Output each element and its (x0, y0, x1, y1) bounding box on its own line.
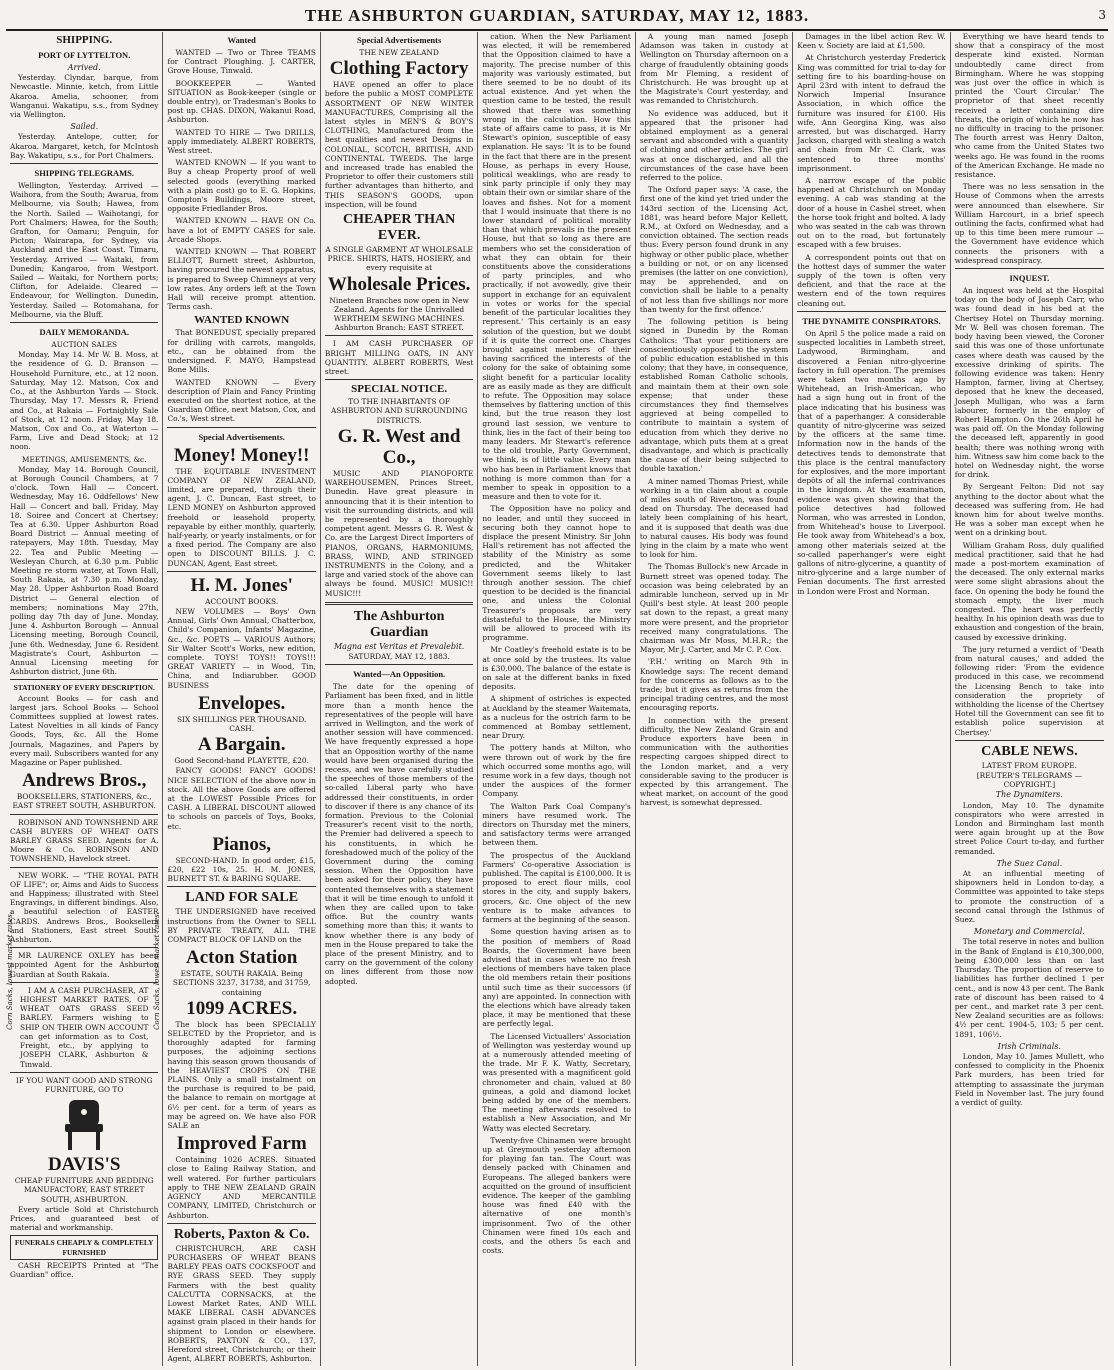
envelopes-text: SIX SHILLINGS PER THOUSAND. CASH. (176, 714, 307, 733)
cable-news-heading: CABLE NEWS. (981, 743, 1078, 759)
news-item-victuallers: The Licensed Victuallers' Association of Wellington was yesterday wound up at a numerously attended meeting of the trade. Mr F. K. Watty, Secretary, was presented with a magnificent gold chronometer and chain, valued at 80 guineas, a gold and diamond locket being added by one of the members. The meeting afterwards resolved to establish a New Association, and Mr Watty was elected Secretary. (482, 1031, 631, 1133)
dynamite-heading: THE DYNAMITE CONSPIRATORS. (802, 315, 941, 326)
davis-heading: DAVIS'S (47, 1154, 121, 1176)
news-item-king: At Christchurch yesterday Frederick King was committed for trial to-day for setting fire to his boarding-house on April 23rd with intent to defraud the Norwich Imperial Insurance Association, in which office the furniture was insured for £100. His wife, Ann Georgina King, was also arrested, but was discharged. Harry Jackson, charged with stealing a watch and chain from Mr C. Clark, was sentenced to three months' imprisonment. (797, 53, 946, 173)
special-notice-heading: SPECIAL NOTICE. (351, 383, 448, 396)
jones-sub: ACCOUNT BOOKS. (205, 596, 279, 606)
news-item-escape: A narrow escape of the public happened at Christchurch on Monday evening. A cab was standing at the door of a house in Cashel street, when the horse took fright and bolted. A lady who was seated in the cab was thrown out on to the road, but fortunately escaped with a few bruises. (797, 176, 946, 250)
wholesale-text: Nineteen Branches now open in New Zealand. Agents for the Unrivalled WERTHEIM SEWING MACHINES. Ashburton Branch: EAST STREET. (329, 295, 469, 333)
land-heading: LAND FOR SALE (185, 890, 299, 906)
meetings-text: Monday, May 14. Borough Council, at Borough Council Chambers, at 7 o'clock. Town Hall — Concert. Wednesday, May 16. Oddfellows' New Hall — Concert and ball. Friday, May 18. Soiree and Concert at Chertsey; Tea at 6.30. Upper Ashburton Road Board District — Annual meeting of ratepayers, May 18th. Tuesday, May 22. Tea and Public Meeting — Wesleyan Church, at 6.30 p.m. Public Meeting re storm water, at Town Hall, South Rakaia, at 7.30 p.m. Monday, May 28. Upper Ashburton Road Board District — General election of members; nominations May 27th, polling day 7th day of June. Monday, June 4. Ashburton Borough — Annual Licensing meeting, Borough Council, June 6th. Wednesday, June 6. Resident Magistrate's Court, Ashburton — Annual Licensing meeting for Ashburton district, June 6th. (10, 464, 159, 677)
column-7 (951, 32, 1108, 1366)
news-item-road-boards: Some question having arisen as to the position of members of Road Boards, the Government have been advised that in cases where no fresh elections of members have taken place the old members retain their positions until such time as their successors (if any) are appointed. In connection with the elections which have already taken place, it may be mentioned that these are perfectly legal. (482, 927, 631, 1029)
bargain-text: Good Second-hand PLAYETTE, £20. (174, 756, 309, 766)
column-5 (636, 32, 793, 1366)
new-work-ad: NEW WORK. — "THE ROYAL PATH OF LIFE"; or, Aims and Aids to Success and Happiness; illustrated with Steel Engravings, in different bindings. Also, a beautiful selection of EASTER CARDS. Andrews Bros., Booksellers and Stationers, East street South, Ashburton. (10, 870, 159, 945)
special-ads-heading: Special Advertisements. (198, 431, 285, 442)
wanted-ad-3: WANTED TO HIRE — Two DRILLS, apply immediately. ALBERT ROBERTS, West street. (167, 127, 316, 156)
editorial-heading: Wanted—An Opposition. (353, 669, 446, 680)
column-4 (478, 32, 635, 1366)
irish-text: London, May 10. James Mullett, who confessed to complicity in the Phoenix Park murders, has been tried for attempting to assassinate the juryman Field in November last. The jury found a verdict of guilty. (954, 1051, 1105, 1107)
dynamiters-heading: The Dynamiters. (995, 790, 1063, 800)
davis-note: Every article Sold at Christchurch Prices, and guaranteed best of material and workmanship. (10, 1204, 159, 1233)
wanted-ad-2: BOOKKEEPER — Wanted SITUATION as Book-keeper (single or double entry), or Tradesman's Books to post up. CHAS. DIXON, Wakanui Road, Ashburton. (167, 78, 316, 125)
improved-farm-heading: Improved Farm (176, 1133, 307, 1155)
wanted-heading: Wanted (227, 35, 256, 45)
cash-receipts-ad: CASH RECEIPTS Printed at "The Guardian" office. (10, 1260, 159, 1279)
inquest-ross: William Graham Ross, duly qualified medical practitioner, said that he had made a post-mortem examination of the deceased. The only external marks were some slight abrasions about the face. On opening the body he found the stomach empty, the liver much congested. The heart was perfectly healthy. In his opinion death was due to exhaustion and congestion of the brain, caused by excessive drinking. (954, 540, 1105, 642)
masthead-title: THE ASHBURTON GUARDIAN, SATURDAY, MAY 12, 1883. (304, 6, 810, 25)
editorial-text: The date for the opening of Parliament has been fixed, and in little more than a month hence the representatives of the people will have arrived in Wellington, and the work of another session will have commenced. We have frequently expressed a hope that an Opposition worthy of the name would have been organised during the recess, and we have carefully studied the speeches of those members of the so-called Liberal party who have addressed their constituents, in order to discover if there is any chance of its formation. Previous to the Colonial Treasurer's recent visit to the north, the Premier had delivered a speech to his constituents, in which he foreshadowed much of the policy of the Government during the coming session. When the Opposition have been asked for their policy, they have contented themselves with a statement that it will be time enough to unfold it when they are called upon to take office. But the country wants something more than this; it wants to know whether there is any body of men in the House prepared to take the place of the present Ministry, and to carry on the government of the colony on lines different from those now adopted. (324, 682, 474, 986)
news-item-miner: A miner named Thomas Priest, while working in a tin claim about a couple of miles south of Riverton, was found dead on Thursday. The deceased had lately been complaining of his heart, and it is supposed that death was due to natural causes. His body was found lying in the claim by a mate who went to look for him. (639, 476, 789, 560)
west-heading: G. R. West and Co., (337, 425, 461, 468)
roberts-text: CHRISTCHURCH, ARE CASH PURCHASERS OF WHEAT BEANS BARLEY PEAS OATS COCKSFOOT and RYE GRASS SEED. They supply Farmers with the best quality CALCUTTA CORNSACKS, at the Lowest Market Rates, AND WILL MAKE LIBERAL CASH ADVANCES against grain placed in their hands for shipment to London or elsewhere. ROBERTS, PAXTON & CO., 137, Hereford street, Christchurch; or their Agent, ALBERT ROBERTS, Ashburton. (167, 1243, 316, 1364)
column-6 (793, 32, 950, 1366)
monetary-text: The total reserve in notes and bullion in the Bank of England is £10,300,000, being £300,000 less than on last Thursday. The proportion of reserve to liabilities has further declined 1 per cent., and is now 43 per cent. The Bank rate of discount has been raised to 4 per cent., and market rate 3 per cent. New Zealand securities are as follows: 4½ per cent. 1904-5, 103; 5 per cent. 1891, 106½. (954, 937, 1105, 1039)
news-item-coal: The Walton Park Coal Company's miners have resumed work. The directors on Thursday met the miners, and satisfactory terms were arranged between them. (482, 801, 631, 848)
sailed-heading: Sailed. (70, 122, 99, 132)
nz-heading: THE NEW ZEALAND (359, 48, 439, 57)
port-heading: PORT OF LYTTELTON. (38, 50, 131, 60)
jones-heading: H. M. Jones' (190, 574, 293, 596)
news-item-arcade: The Thomas Bullock's new Arcade in Burnett street was opened today. The occasion was being celebrated by an admirable luncheon, served up in Mr Quill's best style. At least 200 people sat down to the repast, a great many more were present, and the proprietor received many congratulations. The chairman was Mr Moss, M.H.R.; the Mayor, Mr J. Carter, and Mr C. P. Cox. (639, 562, 789, 655)
oxley-ad: MR LAURENCE OXLEY has been appointed Agent for the Ashburton Guardian at South Rakaia. (10, 951, 159, 979)
money-text: THE EQUITABLE INVESTMENT COMPANY OF NEW ZEALAND, limited, are prepared, through their agent, J. C. Duncan, East street, to LEND MONEY on Ashburton approved freehold or leasehold property, repayable by either monthly, quarterly, half-yearly, or yearly instalments, or for a fixed period. The Company are also open to DISCOUNT BILLS. J. C. DUNCAN, Agent, East street. (167, 466, 316, 568)
wanted-ad-6: WANTED KNOWN — That ROBERT ELLIOTT, Burnett street, Ashburton, having procured the newest apparatus, is prepared to Sweep Chimneys at very low rates. Any orders left at the Town Hall will receive prompt attention. Terms cash. (167, 247, 316, 312)
page-number: 3 (1098, 8, 1106, 22)
meetings-heading: MEETINGS, AMUSEMENTS, &c. (21, 454, 147, 464)
wanted-ad-4: WANTED KNOWN — If you want to Buy a cheap Property proof of well selected goods (everything marked with a plain cost) go to E. G. Hopkins, Compton's Buildings, Moore street, opposite Friedlander Bros. (167, 158, 316, 214)
fancy-goods-text: FANCY GOODS! FANCY GOODS! NICE SELECTION of the above now in stock. All the above Goods are offered at the LOWEST Possible Prices for CASH. A LIBERAL DISCOUNT allowed to schools on parcels of Toys, Books, etc. (167, 766, 316, 831)
cable-news-sub: LATEST FROM EUROPE. (981, 760, 1077, 770)
news-item-grain: In connection with the present difficulty, the New Zealand Grain and Produce exporters have been in communication with the authorities respecting cargoes shipped direct to the London market, and a very considerable saving to the producer is expected by this arrangement. The wheat market, on account of the good harvest, is somewhat depressed. (639, 715, 789, 808)
editorial-conclusion: The Opposition have no policy and no leader, and until they succeed in securing both they cannot hope to displace the present Ministry. Sir John Hall's retirement has not affected the stability of the Ministry as some predicted, and the Whitaker Government seems likely to last through another session. The chief question to be decided is the financial one, and unless the Colonial Treasurer's proposals are very distasteful to the House, the Ministry will be allowed to proceed with its programme. (482, 504, 631, 643)
roberts-heading: Roberts, Paxton & Co. (173, 1226, 310, 1242)
inquest-text: An inquest was held at the Hospital today on the body of Joseph Carr, who was found dead in his bed at the Chertsey Hotel on Thursday morning. Mr W. Bell was chosen foreman. The body having been viewed, the Coroner said this was one of those unfortunate cases where death was caused by the excessive drinking of spirits. The following evidence was taken: Henry Hampton, farmer, living at Chertsey, deposed that he knew the deceased, Joseph Mulligan, who was a farm labourer, formerly in the employ of Robert Hampton. On the 26th April he was paid off. On the Monday following the deceased left, apparently in good health; there was nothing wrong with him. Witness saw him come back to the hotel on Wednesday night, the worse for drink. (954, 286, 1105, 480)
improved-farm-text: Containing 1026 ACRES. Situated close to Ealing Railway Station, and well watered. For further particulars apply to THE NEW ZEALAND GRAIN AGENCY AND MERCANTILE COMPANY, LIMITED, Christchurch or Ashburton. (167, 1155, 316, 1220)
oats-ad: I AM CASH PURCHASER OF BRIGHT MILLING OATS, IN ANY QUANTITY. ALBERT ROBERTS, West street. (324, 339, 474, 377)
news-item-pottery: The pottery hands at Milton, who were thrown out of work by the fire which occurred some months ago, will resume work in a few days, though not under the auspices of the former Company. (482, 743, 631, 799)
memoranda-sub: AUCTION SALES (51, 340, 118, 350)
suez-heading: The Suez Canal. (996, 858, 1063, 868)
telegrams-text: Wellington, Yesterday. Arrived — Waihora, from the South; Awarua, from Melbourne, via South; Hawea, from the North. Sailed — Waihotangi, for Port Chalmers; Hawea, for the South; Grafton, for Oamaru; Penguin, for Picton; Wairarapa, for Sydney, via Auckland and the East Coast. Timaru, Yesterday. Arrived — Waitaki, from Dunedin; Kangaroo, from Westport. Sailed — Waitaki, for Northern ports; Clifton, for Adelaide. Cleared — Endeavour, for Wellington. Dunedin, Yesterday. Sailed — Rotomahana, for Melbourne, via the Bluff. (10, 181, 159, 319)
arrived-heading: Arrived. (67, 63, 101, 72)
davis-text: CHEAP FURNITURE AND BEDDING MANUFACTORY, EAST STREET SOUTH, ASHBURTON. (14, 1176, 154, 1204)
land-text: THE UNDERSIGNED have received instructions from the Owner to SELL BY PRIVATE TREATY, ALL THE COMPACT BLOCK OF LAND on the (167, 907, 316, 945)
suez-text: At an influential meeting of shipowners held in London to-day, a Committee was appointed to take steps to promote the construction of a second canal through the Isthmus of Suez. (954, 869, 1105, 925)
acres-heading: 1099 ACRES. (186, 997, 298, 1019)
column-2 (163, 32, 320, 1366)
envelopes-heading: Envelopes. (198, 692, 286, 714)
news-item-ostriches: A shipment of ostriches is expected at Auckland by the steamer Waitemata, as a nucleus for the ostrich farm to be commenced at Bombay settlement, near Drury. (482, 694, 631, 741)
wanted-ad-5: WANTED KNOWN — HAVE ON Co. have a lot of EMPTY CASES for sale. Arcade Shops. (167, 216, 316, 244)
dynamite-continued: Everything we have heard tends to show that a conspiracy of the most desperate kind existed. Norman undoubtedly came direct from Birmingham. Where he was stopping was just over the office in which is printed the 'Court Circular.' The proprietor of that sheet recently received a letter containing dire threats, the origin of which he now has no difficulty in tracing to the prisoner. The fourth arrest was Henry Dalton, who came from the United States two weeks ago. He was found in the rooms of the American Exchange. He made no resistance. (954, 32, 1105, 180)
news-item-water: A correspondent points out that on the hottest days of summer the water supply of the town is often very deficient, and that the race at the western end of the town requires cleaning out. (797, 252, 946, 308)
cable-news-credit: [REUTER'S TELEGRAMS — COPYRIGHT.] (976, 771, 1082, 790)
news-item-libel: Damages in the libel action Rev. W. Keen v. Society are laid at £1,500. (797, 32, 946, 51)
davis-intro: IF YOU WANT GOOD AND STRONG FURNITURE, GO TO (15, 1075, 153, 1094)
jones-text: NEW VOLUMES — Boys' Own Annual, Girls' Own Annual, Chatterbox, Child's Companion, Infants' Magazine, &c., &c. POETS — VARIOUS Authors; Sir Walter Scott's Works, new edition, complete. TOYS! TOYS!! TOYS!!! GREAT VARIETY — in Wood, Tin, China, and Indiarubber. GOOD BUSINESS (167, 606, 316, 690)
stationery-heading: STATIONERY OF EVERY DESCRIPTION. (13, 683, 155, 693)
news-item-oxford: The Oxford paper says: 'A case, the first one of the kind yet tried under the 143rd section of the Licensing Act, 1881, was heard before Major Kellett, R.M., at Oxford on Wednesday, and a conviction obtained. The section reads thus: Every person found drunk in any highway or other public place, whether a building or not, or on any licensed premises (the latter on one conviction), may be apprehended, and on conviction shall be liable to a penalty of not less than five shillings nor more than twenty for the first offence.' (639, 185, 789, 314)
inquest-verdict: The jury returned a verdict of 'Death from natural causes,' and added the following rider: 'From the evidence produced in this case, we recommend the Licensing Bench to take into consideration the propriety of withholding the license of the Chertsey Hotel till the Government can see fit to establish police supervision at Chertsey.' (954, 644, 1105, 737)
acton-heading: Acton Station (185, 947, 298, 969)
telegrams-heading: SHIPPING TELEGRAMS. (34, 168, 134, 179)
dynamiters-text: London, May 10. The dynamite conspirators who were arrested in London and Birmingham last month were again brought up at the Bow street Police Court to-day, and further remanded. (954, 800, 1105, 856)
side-label-right: Corn Sacks, lowest market rates. (153, 912, 162, 1030)
shipping-heading: SHIPPING. (56, 34, 113, 46)
monetary-heading: Monetary and Commercial. (973, 927, 1085, 937)
cash-purchaser-ad: I AM A CASH PURCHASER, AT HIGHEST MARKET RATES, OF WHEAT OATS GRASS SEED BARLEY. Farmers wishing to SHIP ON THEIR OWN ACCOUNT can get information as to Cost, Freight, etc., by applying to JOSEPH CLARK, Ashburton & Tinwald. (20, 985, 149, 1069)
masthead (6, 4, 1108, 31)
andrews-sub: BOOKSELLERS, STATIONERS, &c., EAST STREET SOUTH, ASHBURTON. (12, 792, 156, 811)
paper-motto: Magna est Veritas et Prevalebit. (333, 641, 465, 651)
andrews-heading: Andrews Bros., (22, 770, 147, 792)
pianos-heading: Pianos, (212, 833, 271, 855)
wanted-ad-7: That BONEDUST, specially prepared for drilling with carrots, mangolds, etc., can be obtained from the undersigned. F. MAYO, Hampstead Bone Mills. (167, 328, 316, 375)
inquest-heading: INQUEST. (1009, 273, 1050, 284)
wanted-ad-1: WANTED — Two or Three TEAMS for Contract Ploughing. J. CARTER, Grove House, Tinwald. (167, 48, 316, 76)
dynamite-text: On April 5 the police made a raid on suspected localities in Lambeth street, Ladywood, Birmingham, and discovered a Fenian nitro-glycerine factory in full operation. The premises were taken two months ago by Whitehead, an Irish-American, who had a sign hung out in front of the place indicating that his business was that of a paperhanger. A considerable quantity of nitro-glycerine was seized by the officers at the same time. Information now in the hands of the detectives tends to demonstrate that this place is the central manufactory for explosives, and the more important depôts of all the infernal contrivances in the kingdom. At the examination, evidence was given showing that the police detectives had followed Norman, who was arrested in London, from Whitehead's house to Liverpool. He took away from Whitehead's a box, among other materials seized at the so-called paperhanger's were eight gallons of nitro-glycerine, a quantity of nitro-glycerine and a large number of Fenian documents. The first arrested in London were Frost and Norman. (797, 328, 946, 596)
funerals-ad: FUNERALS CHEAPLY & COMPLETELY FURNISHED (10, 1235, 158, 1259)
dynamite-commons: There was no less sensation in the House of Commons when the arrests were announced than elsewhere. Sir William Harcourt, in a brief speech outlining the facts, confirmed what had up to this time been mere rumour — the Government have evidence which connects the prisoners with a widespread conspiracy. (954, 182, 1105, 265)
news-item-knowledge: 'P.H.' writing on March 9th in Knowledge says: The recent demand for the concerns as follows as to the trade; but it gives as returns from the principal trading centres, and the most encouraging reports. (639, 657, 789, 713)
column-3 (321, 32, 478, 1366)
acton-text: ESTATE, SOUTH RAKAIA. Being SECTIONS 3237, 31738, and 31759, containing (172, 969, 311, 997)
stationery-text: Account Books — for cash and largest jars. School Books — School Committees supplied at lowest rates. Latest Novelties in all kinds of Fancy Goods, Toys, &c. All the Home Journals, Magazines, and Papers by every mail. Subscribers wanted for any Magazine or Paper published. (10, 693, 159, 768)
news-item-farmers: The prospectus of the Auckland Farmers' Co-operative Association is published. The capital is £100,000. It is proposed to erect flour mills, cool stores in the city, and supply bakers, grocers, &c. One object of the new venture is to make advances to farmers at the beginning of the season. (482, 850, 631, 925)
bargain-heading: A Bargain. (197, 734, 286, 756)
news-item-evidence: No evidence was adduced, but it appeared that the prisoner had obtained employment as a general servant and absconded with a quantity of clothing and other articles. The girl was at once discharged, and all the circumstances of the case have been referred to the police. (639, 108, 789, 183)
robinson-ad: ROBINSON AND TOWNSHEND ARE CASH BUYERS OF WHEAT OATS BARLEY GRASS SEED. Agents for A. Moore & Co. ROBINSON AND TOWNSHEND, Havelock street. (10, 817, 159, 864)
cheaper-heading: CHEAPER THAN EVER. (343, 212, 456, 244)
news-item-fan-tan: Twenty-five Chinamen were brought up at Greymouth yesterday afternoon for playing fan tan. The Court was densely packed with Chinamen and Europeans. The alleged bankers were acquitted on the ground of insufficient evidence. The keeper of the gambling house was fined £40 with the alternative of one month's imprisonment. Two of the other Chinamen were fined 10s each and costs, and the others 5s each and costs. (482, 1135, 631, 1256)
money-heading: Money! Money!! (173, 444, 310, 466)
sailed-text: Yesterday. Antelope, cutter, for Akaroa. Margaret, ketch, for McIntosh Bay. Wakatipu, s.s., for Port Chalmers. (10, 132, 159, 160)
pianos-text: SECOND-HAND. In good order, £15, £20, £22 10s, 25. H. M. JONES, BURNETT ST. & BARING SQUARE. (167, 855, 316, 884)
cheaper-text: A SINGLE GARMENT AT WHOLESALE PRICE. SHIRTS, HATS, HOSIERY, and every requisite at (325, 245, 473, 273)
column-1 (6, 32, 163, 1366)
news-item-petition: The following petition is being signed in Dunedin by the Roman Catholics: 'That your petitioners are conscientiously opposed to the system of public education established in this colony; that they have, in consequence, established Roman Catholic schools, and maintain them at their own sole expense; that under these circumstances they find themselves aggrieved at being compelled to contribute to maintain a system of education from which they derive no advantage, which puts them at a great disadvantage, and which is practically the cause of their being subjected to double taxation.' (639, 317, 789, 474)
clothing-text: HAVE opened an offer to place before the public a MOST COMPLETE ASSORTMENT OF NEW WINTER MANUFACTURES, Comprising all the latest styles in MEN'S & BOY'S CLOTHING, Manufactured from the best qualities and newest Designs in COLONIAL, SCOTCH, BRITISH, AND CONTINENTAL TWEEDS. The large and increased trade has enabled the Proprietor to offer their customers still further advantages than hitherto, and THIS SEASON'S GOODS, upon inspection, will be found (324, 80, 474, 209)
paper-nameplate: The Ashburton Guardian (353, 608, 445, 640)
wholesale-heading: Wholesale Prices. (327, 273, 471, 295)
memoranda-heading: DAILY MEMORANDA. (39, 327, 130, 338)
memoranda-text: Monday, May 14. Mr W. B. Moss, at the residence of G. D. Branson — Household Furniture, etc., at 12 noon. Saturday, May 12. Matson, Cox and Co., at the Ashburton Yards — Stock. Thursday, May 17. Messrs R. Friend and Co., at Rakaia — Fortnightly Sale of Stock, at 12 noon. Friday, May 18. Matson, Cox and Co., at Waterton — Farm, Live and Dead Stock; at 12 noon. (10, 350, 159, 452)
special-notice-text: TO THE INHABITANTS OF ASHBURTON AND SURROUNDING DISTRICTS. (331, 397, 468, 425)
paper-date: SATURDAY, MAY 12, 1883. (348, 651, 450, 661)
special-ads-heading-2: Special Advertisements (356, 35, 442, 45)
acres-text: The block has been SPECIALLY SELECTED by the Proprietor, and is thoroughly adapted for farming purposes, the adjoining sections having this season grown thousands of the HEAVIEST CROPS ON THE PLAINS. Only a small instalment on the purchase is required to be paid, the balance to remain on mortgage at 6½ per cent. for a term of years as may be agreed on. We have also FOR SALE an (167, 1019, 316, 1131)
inquest-felton: By Sergeant Felton: Did not say anything to the doctor about what the deceased was suffering from. He had known him for about twelve months. He was a sober man except when he went on a drinking bout. (954, 482, 1105, 538)
arrived-text: Yesterday. Clyndar, barque, from Newcastle. Minnie, ketch, from Little Akaroa. Amelia, schooner, from Wanganui. Wakatipu, s.s., from Sydney via Wellington. (10, 73, 159, 120)
irish-heading: Irish Criminals. (997, 1041, 1061, 1051)
wanted-known-heading: WANTED KNOWN (194, 314, 290, 327)
editorial-continued: cation. When the New Parliament was elected, it will be remembered that the Opposition claimed to have a majority. The precise number of this majority was variously estimated, but there seemed to be no doubt of its actual existence. And yet when the question came to be tested, the result showed that there was something wrong in the calculation. How this state of affairs came to pass, it is Mr Stewart's opinion, susceptible of easy explanation. He says: 'It is to be found in the fact that there are in the present House, as perhaps in every House, political weaklings, who are ready to sink party principle if only they may obtain their own or similar share of the loaves and fishes. Not for a moment that I would insinuate that there is no lower standard of political morality than that which prevails in the present House, but that so long as there are members who set the consideration of what they can obtain for their constituents above the considerations of party principles, and who practically, if not avowedly, give their support in exchange for an equivalent in votes or works for the special benefit of the particular localities they represent.' This certainly is an easy solution of the question, but we doubt if it is quite the correct one. Charges brought against members of their having sacrificed the interests of the colony for the sake of obtaining some slight benefit for a particular locality are as easily made as they are difficult to refute. The Opposition may solace themselves by flattering unction of this kind, but the true reason they lost ground last session, we venture to think, lies in the fact of their being too many leaders. Mr Stewart's reference to the old trouble, Party Government, we think, is of little value. Every man who has been in Parliament knows that nothing is more common than for a member to speak in opposition to a measure and then to vote for it. (482, 32, 631, 502)
news-item-coatley: Mr Coatley's freehold estate is to be at once sold by the trustees. Its value is £30,000. The balance of the estate is on sale at the different banks in fixed deposits. (482, 645, 631, 692)
side-label-left: Corn Sacks, lowest market rates. (6, 912, 14, 1030)
clothing-heading: Clothing Factory (329, 58, 469, 80)
chair-icon (59, 1096, 109, 1152)
news-item-adamson: A young man named Joseph Adamson was taken in custody at Wellington on Thursday afternoon on a charge of fraudulently obtaining goods from Mr Fleming, a resident of Christchurch. He was brought up at the Magistrate's Court yesterday, and was remanded to Christchurch. (639, 32, 789, 106)
newspaper-page (6, 4, 1108, 1366)
columns (6, 32, 1108, 1366)
wanted-ad-8: WANTED KNOWN — Every description of Plain and Fancy Printing executed on the shortest notice, at the Guardian Office, next Matson, Cox, and Co.'s, West street. (167, 377, 316, 424)
west-text: MUSIC AND PIANOFORTE WAREHOUSEMEN, Princes Street, Dunedin. Have great pleasure in announcing that it is their intention to visit the surrounding districts, and will be represented by a thoroughly competent agent. Messrs G. R. West & Co. are the Largest Direct Importers of PIANOS, ORGANS, HARMONIUMS, BRASS, WIND, AND STRINGED INSTRUMENTS in the Colony, and a large and varied stock of the above can always be found. MUSIC! MUSIC!! MUSIC!!! (324, 468, 474, 598)
